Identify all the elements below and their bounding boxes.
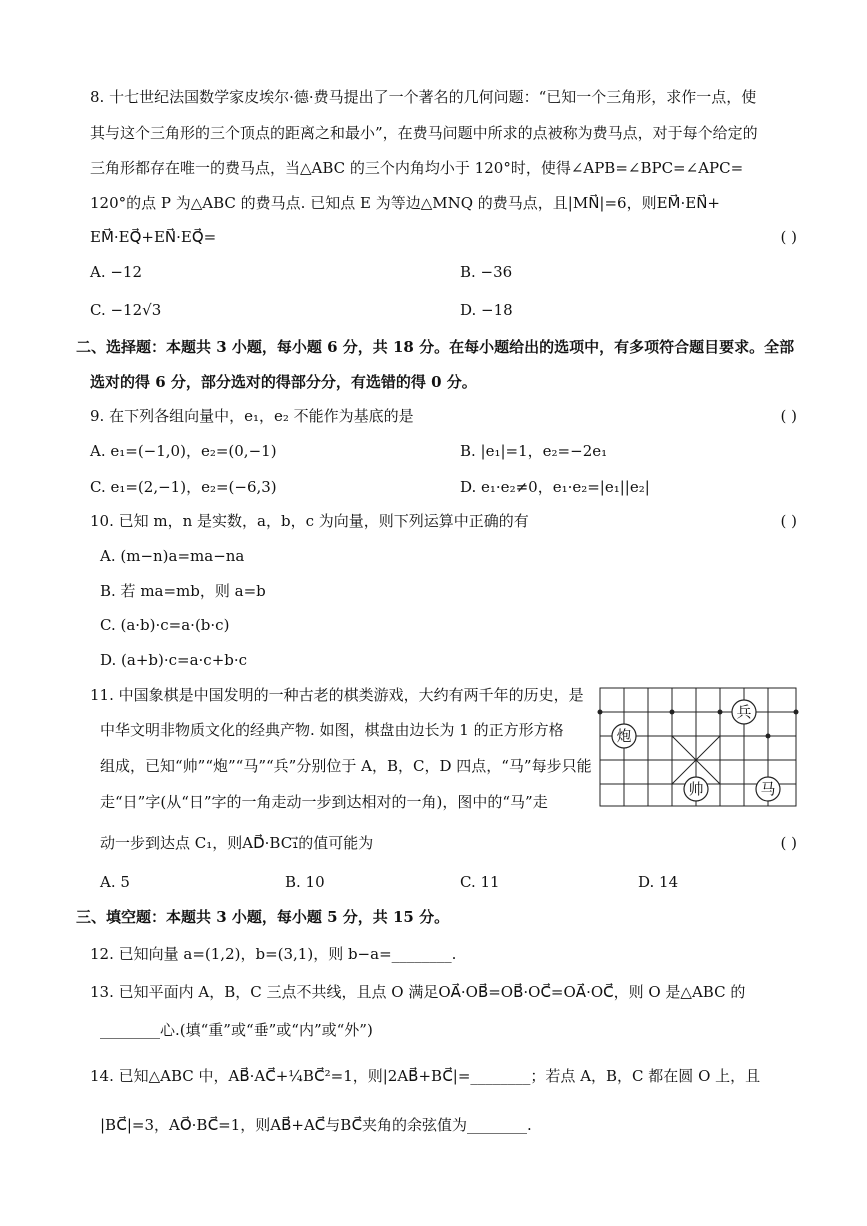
q8-line-3: 三角形都存在唯一的费马点，当△ABC 的三个内角均小于 120°时，使得∠APB=∠BPC=∠APC= [90, 159, 744, 177]
piece-pao: 炮 [616, 727, 632, 745]
piece-bing: 兵 [736, 703, 752, 721]
q11-line-4: 走“日”字(从“日”字的一角走动一步到达相对的一角)，图中的“马”走 [100, 793, 548, 811]
q11-line-3: 组成，已知“帅”“炮”“马”“兵”分别位于 A，B，C，D 四点，“马”每步只能 [100, 757, 592, 775]
q11-line-5: 动一步到达点 C₁，则AD⃗·BC₁⃗的值可能为 [100, 834, 374, 852]
section2-heading-line-1: 二、选择题：本题共 3 小题，每小题 6 分，共 18 分。在每小题给出的选项中，有多项符合题目要求。全部 [76, 338, 795, 356]
q9-stem: 9. 在下列各组向量中，e₁，e₂ 不能作为基底的是 [90, 407, 414, 425]
q11-answer-paren: ( ) [780, 834, 797, 852]
q8-option-d: D. −18 [460, 301, 513, 319]
q13-line-1: 13. 已知平面内 A，B，C 三点不共线，且点 O 满足OA⃗·OB⃗=OB⃗·OC⃗=OA⃗·OC⃗，则 O 是△ABC 的 [90, 983, 746, 1001]
section3-heading: 三、填空题：本题共 3 小题，每小题 5 分，共 15 分。 [76, 908, 450, 926]
q11-line-1: 11. 中国象棋是中国发明的一种古老的棋类游戏，大约有两千年的历史，是 [90, 686, 584, 704]
q10-answer-paren: ( ) [780, 512, 797, 530]
section2-heading-line-2: 选对的得 6 分，部分选对的得部分分，有选错的得 0 分。 [90, 373, 477, 391]
q10-stem: 10. 已知 m，n 是实数，a，b，c 为向量，则下列运算中正确的有 [90, 512, 529, 530]
q14-line-1: 14. 已知△ABC 中，AB⃗·AC⃗+¼BC⃗²=1，则|2AB⃗+BC⃗|=________；若点 A，B，C 都在圆 O 上，且 [90, 1067, 761, 1085]
q11-option-b: B. 10 [285, 873, 325, 891]
q9-option-a: A. e₁=(−1,0)，e₂=(0,−1) [90, 442, 277, 460]
q9-option-d: D. e₁·e₂≠0，e₁·e₂=|e₁||e₂| [460, 478, 650, 496]
q8-line-2: 其与这个三角形的三个顶点的距离之和最小”，在费马问题中所求的点被称为费马点，对于每个给定的 [90, 124, 758, 142]
q13-line-2: ________心.(填“重”或“垂”或“内”或“外”) [100, 1021, 373, 1039]
q12-text: 12. 已知向量 a=(1,2)，b=(3,1)，则 b−a=________. [90, 945, 457, 963]
q11-option-d: D. 14 [638, 873, 679, 891]
q8-option-a: A. −12 [90, 263, 143, 281]
q8-line-5: EM⃗·EQ⃗+EN⃗·EQ⃗= [90, 228, 217, 246]
q11-option-c: C. 11 [460, 873, 500, 891]
q8-line-4: 120°的点 P 为△ABC 的费马点. 已知点 E 为等边△MNQ 的费马点，且|MN⃗|=6，则EM⃗·EN⃗+ [90, 194, 720, 212]
q10-option-a: A. (m−n)a=ma−na [100, 547, 245, 565]
q9-answer-paren: ( ) [780, 407, 797, 425]
q14-line-2: |BC⃗|=3，AO⃗·BC⃗=1，则AB⃗+AC⃗与BC⃗夹角的余弦值为________. [100, 1116, 532, 1134]
piece-shuai: 帅 [688, 780, 704, 798]
q9-option-b: B. |e₁|=1，e₂=−2e₁ [460, 442, 608, 460]
q8-answer-paren: ( ) [780, 228, 797, 246]
q8-option-b: B. −36 [460, 263, 513, 281]
chess-board-figure [596, 684, 800, 812]
q10-option-b: B. 若 ma=mb，则 a=b [100, 582, 266, 600]
piece-ma: 马 [760, 780, 776, 798]
q10-option-d: D. (a+b)·c=a·c+b·c [100, 651, 248, 669]
q8-line-1: 8. 十七世纪法国数学家皮埃尔·德·费马提出了一个著名的几何问题：“已知一个三角形，求作一点，使 [90, 88, 757, 106]
q8-option-c: C. −12√3 [90, 301, 162, 319]
q11-option-a: A. 5 [100, 873, 130, 891]
q11-line-2: 中华文明非物质文化的经典产物. 如图，棋盘由边长为 1 的正方形方格 [100, 721, 564, 739]
q10-option-c: C. (a·b)·c=a·(b·c) [100, 616, 230, 634]
q9-option-c: C. e₁=(2,−1)，e₂=(−6,3) [90, 478, 277, 496]
